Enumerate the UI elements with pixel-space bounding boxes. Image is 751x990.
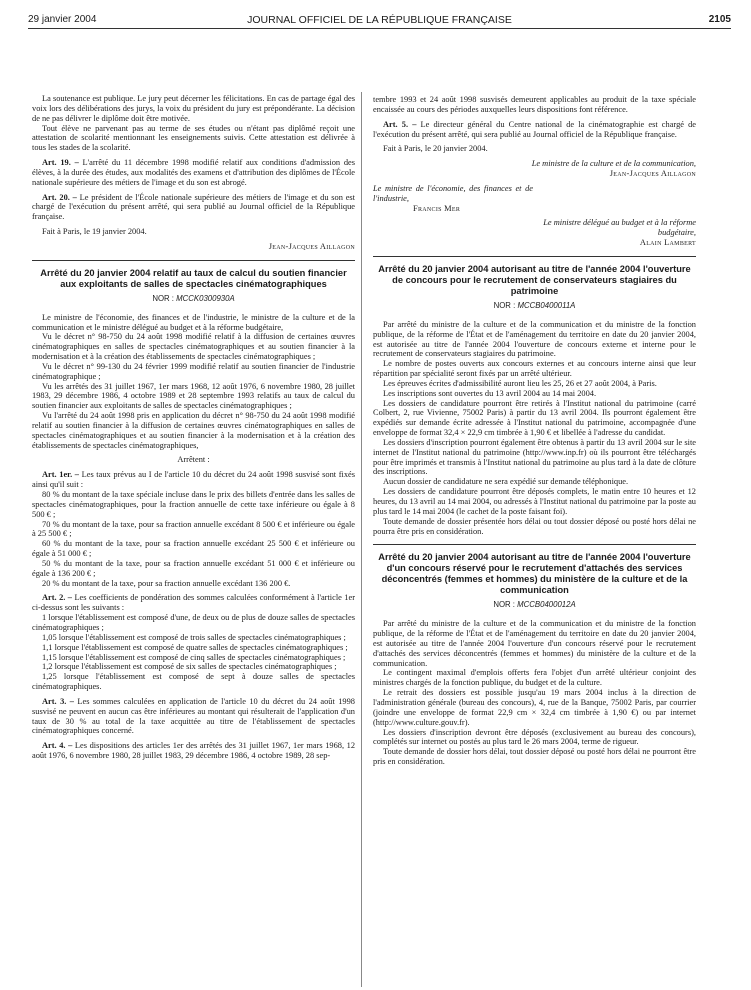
article-text: Les taux prévus au I de l'article 10 du décret du 24 août 1998 susvisé sont fixés ainsi qu'il suit :: [32, 470, 356, 490]
coefficient-item: 1,15 lorsque l'établissement est composé de cinq salles de spectacles cinématographiques ;: [42, 652, 346, 662]
paragraph: Les épreuves écrites d'admissibilité auront lieu les 25, 26 et 27 août 2004, à Paris.: [383, 378, 657, 388]
page-header: [28, 10, 731, 29]
signature-block: [373, 159, 696, 248]
paragraph: Toute demande de dossier hors délai, tout dossier déposé ou posté hors délai ne pourront être pris en considération.: [373, 747, 696, 767]
left-column: [32, 94, 355, 761]
paragraph: Vu le décret n° 99-130 du 24 février 1999 modifié relatif au soutien financier de l'industrie cinématographique ;: [32, 361, 355, 381]
paragraph: Le retrait des dossiers est possible jusqu'au 19 mars 2004 inclus à la direction de l'administration générale (bureau des concours), 4, rue de la Banque, 75002 Paris, par courrier (joindre une enveloppe de format 22,9 cm × 32,4 cm timbrée à 1,90 €) ou par internet (http://www.culture.gouv.fr).: [373, 688, 696, 727]
nor-code: MCCK0300930A: [176, 293, 235, 303]
fait-a-paris: Fait à Paris, le 20 janvier 2004.: [383, 144, 488, 154]
right-column: [373, 95, 696, 767]
nor-label: NOR :: [152, 293, 174, 303]
coefficient-item: 1 lorsque l'établissement est composé d'une, de deux ou de plus de douze salles de spectacles cinématographiques ;: [32, 613, 355, 632]
paragraph: Vu l'arrêté du 24 août 1998 pris en application du décret n° 98-750 du 24 août 1998 modifié relatif au soutien financier à la diffusion de certaines œuvres cinématographiques en salles de spectacles cinématographiques et au soutien financier à la modernisation et à la création des établissements de spectacles cinématographiques,: [32, 411, 355, 450]
article-label: Art. 3. –: [42, 696, 74, 706]
arrete-title: Arrêté du 20 janvier 2004 autorisant au titre de l'année 2004 l'ouverture de concours pour le recrutement de conservateurs stagiaires du patrimoine: [378, 263, 691, 296]
coefficient-item: 1,2 lorsque l'établissement est composé de six salles de spectacles cinématographiques ;: [42, 662, 337, 672]
signatory-name: Jean-Jacques Aillagon: [609, 169, 696, 179]
article-1: [32, 470, 355, 490]
paragraph: La soutenance est publique. Le jury peut décerner les félicitations. En cas de partage égal des voix lors des délibérations des jurys, la voix du président du jury est prépondérante. La décision de ne pas délivrer le diplôme doit être motivée.: [32, 94, 355, 123]
article-label: Art. 20. –: [42, 192, 77, 202]
section-rule: [373, 256, 696, 257]
nor-reference: [373, 301, 696, 311]
signatory-role: Le ministre de la culture et de la communication,: [531, 159, 696, 169]
signature: Jean-Jacques Aillagon: [268, 241, 355, 251]
paragraph: Par arrêté du ministre de la culture et de la communication et du ministre de la fonction publique, de la réforme de l'État et de l'aménagement du territoire en date du 20 janvier 2004, est autorisée au titre de l'année 2004 l'ouverture d'un concours réservé pour le recrutement d'attachés des services déconcentrés (femmes et hommes) du ministère de la culture et de la communication.: [373, 619, 696, 668]
article-text: Les sommes calculées en application de l'article 10 du décret du 24 août 1998 susvisé ne peuvent en aucun cas être inférieures au montant qui résulterait de l'application d'un taux de 30 % au total de la taxe acquittée au titre de l'établissement de spectacles cinématographiques concerné.: [32, 696, 355, 736]
signatory-role: Le ministre de l'économie, des finances et de l'industrie,: [373, 183, 533, 203]
article-text: Les dispositions des articles 1er des arrêtés des 31 juillet 1967, 1er mars 1968, 12 août 1976, 6 novembre 1980, 28 juillet 1983, 29 décembre 1986, 4 octobre 1989, 28 sep-: [32, 741, 356, 761]
rate-item: 20 % du montant de la taxe, pour sa fraction annuelle excédant 136 200 €.: [42, 578, 291, 588]
paragraph: Vu le décret n° 98-750 du 24 août 1998 modifié relatif à la diffusion de certaines œuvres cinématographiques en salles de spectacles cinématographiques et au soutien financier à la modernisation et à la création des établissements de spectacles cinématographiques ;: [32, 332, 355, 362]
nor-reference: [32, 294, 355, 304]
rate-item: 80 % du montant de la taxe spéciale incluse dans le prix des billets d'entrée dans les salles de spectacles cinématographiques, pour la fraction annuelle de cette taxe inférieure ou égale à 8 500 € ;: [32, 490, 355, 519]
article-4: [32, 741, 355, 761]
article-text: Les coefficients de pondération des sommes calculées conformément à l'article 1er ci-dessus sont les suivants :: [32, 593, 356, 613]
paragraph: Le ministre de l'économie, des finances et de l'industrie, le ministre de la culture et de la communication et le ministre délégué au budget et à la réforme budgétaire,: [32, 312, 355, 332]
nor-label: NOR :: [493, 300, 516, 310]
coefficient-item: 1,05 lorsque l'établissement est composé de trois salles de spectacles cinématographiques ;: [42, 632, 346, 642]
paragraph: Les dossiers d'inscription devront être déposés (exclusivement au bureau des concours), complétés sur internet ou postés au plus tard le 26 mars 2004, terme de rigueur.: [373, 727, 696, 747]
page-number: 2105: [708, 14, 731, 25]
coefficient-item: 1,1 lorsque l'établissement est composé de quatre salles de spectacles cinématographiques ;: [42, 642, 348, 652]
article-2: [32, 593, 355, 613]
article-text: Le directeur général du Centre national de la cinématographie est chargé de l'exécution du présent arrêté, qui sera publié au Journal officiel de la République française.: [373, 119, 697, 139]
paragraph: Les dossiers de candidature pourront être déposés complets, le matin entre 10 heures et 12 heures, du 13 avril au 14 mai 2004, ou adressés à l'Institut national du patrimoine par la poste au plus tard le 14 mai 2004 (le cachet de la poste faisant foi).: [373, 487, 696, 516]
column-divider: [361, 92, 362, 987]
rate-item: 60 % du montant de la taxe, pour sa fraction annuelle excédant 25 500 € et inférieure ou égale à 51 000 € ;: [32, 539, 355, 559]
paragraph: Aucun dossier de candidature ne sera expédié sur demande téléphonique.: [383, 477, 629, 487]
nor-label: NOR :: [493, 600, 515, 610]
signatory-name: Alain Lambert: [639, 238, 696, 248]
nor-code: MCCB0400012A: [517, 600, 576, 610]
paragraph: Le nombre de postes ouverts aux concours externes et au concours interne ainsi que leur répartition par spécialité seront fixés par un arrêté ultérieur.: [373, 359, 696, 379]
signatory-name: Francis Mer: [413, 203, 461, 213]
paragraph: Les dossiers de candidature pourront être retirés à l'Institut national du patrimoine (carré Colbert, 2, rue Vivienne, 75002 Paris) à partir du 13 avril 2004. Ils pourront également être expédiés sur demande écrite adressée à l'Institut national du patrimoine, accompagnée d'une enveloppe de format 32,4 × 22,9 cm timbrée à 1,90 € et libellée à l'adresse du candidat.: [373, 398, 696, 438]
article-label: Art. 1er. –: [42, 470, 79, 480]
article-label: Art. 2. –: [42, 593, 72, 603]
nor-code: MCCB0400011A: [517, 300, 576, 310]
rate-item: 50 % du montant de la taxe, pour sa fraction annuelle excédant 51 000 € et inférieure ou égale à 136 200 € ;: [32, 558, 355, 578]
header-date: 29 janvier 2004: [28, 14, 97, 25]
paragraph: Par arrêté du ministre de la culture et de la communication et du ministre de la fonction publique, de la réforme de l'État et de l'aménagement du territoire en date du 20 janvier 2004, est autorisée au titre de l'année 2004 l'ouverture de concours externe et interne pour le recrutement de conservateurs stagiaires du patrimoine.: [373, 319, 696, 359]
article-label: Art. 19. –: [42, 158, 79, 168]
fait-a-paris: Fait à Paris, le 19 janvier 2004.: [42, 227, 147, 237]
paragraph: Vu les arrêtés des 31 juillet 1967, 1er mars 1968, 12 août 1976, 6 novembre 1980, 28 juillet 1983, 29 décembre 1986, 4 octobre 1989 et 28 septembre 1993 relatifs au taux de calcul du soutien financier aux exploitants de salles de spectacles cinématographiques ;: [32, 381, 355, 411]
paragraph: Les inscriptions sont ouvertes du 13 avril 2004 au 14 mai 2004.: [383, 388, 597, 398]
arrete-title: Arrêté du 20 janvier 2004 autorisant au titre de l'année 2004 l'ouverture d'un concours réservé pour le recrutement d'attachés des services déconcentrés (femmes et hommes) du ministère de la culture et de la communication: [378, 552, 691, 596]
rate-item: 70 % du montant de la taxe, pour sa fraction annuelle excédant 8 500 € et inférieure ou égale à 25 500 € ;: [32, 519, 355, 539]
paragraph: Les dossiers d'inscription pourront également être obtenus à partir du 13 avril 2004 sur le site internet de l'Institut national du patrimoine (http://www.inp.fr) où ils pourront être téléchargés pour être imprimés et transmis à l'Institut national du patrimoine au plus tard à la date de clôture des inscriptions.: [373, 437, 696, 477]
article-label: Art. 5. –: [383, 119, 417, 129]
article-20: [32, 193, 355, 223]
paragraph: tembre 1993 et 24 août 1998 susvisés demeurent applicables au produit de la taxe spéciale encaissée au cours des périodes auxquelles leurs dispositions font référence.: [373, 95, 696, 114]
paragraph: Toute demande de dossier présentée hors délai ou tout dossier déposé ou posté hors délai ne pourra être pris en considération.: [373, 516, 696, 536]
article-5: [373, 120, 696, 140]
paragraph: Tout élève ne parvenant pas au terme de ses études ou n'étant pas diplômé reçoit une attestation de scolarité mentionnant les enseignements suivis. Cette attestation est délivrée à tous les stades de la scolarité.: [32, 123, 355, 153]
article-label: Art. 4. –: [42, 741, 73, 751]
coefficient-item: 1,25 lorsque l'établissement est composé de sept à douze salles de spectacles cinématographiques.: [32, 672, 355, 692]
section-rule: [32, 260, 355, 261]
section-rule: [373, 544, 696, 545]
article-text: L'arrêté du 11 décembre 1998 modifié relatif aux conditions d'admission des élèves, à la durée des études, aux modalités des examens et d'attribution des diplômes de l'École nationale supérieure des métiers de l'image et du son est abrogé.: [32, 158, 356, 187]
article-19: [32, 158, 355, 188]
article-3: [32, 697, 355, 736]
paragraph: Le contingent maximal d'emplois offerts fera l'objet d'un arrêté ultérieur conjoint des ministres chargés de la fonction publique, du budget et de la culture.: [373, 668, 696, 688]
signatory-role: Le ministre délégué au budget et à la réforme budgétaire,: [543, 218, 696, 238]
journal-title: JOURNAL OFFICIEL DE LA RÉPUBLIQUE FRANÇAISE: [247, 14, 512, 26]
arrete-title: Arrêté du 20 janvier 2004 relatif au taux de calcul du soutien financier aux exploitants de salles de spectacles cinématographiques: [40, 267, 347, 289]
nor-reference: [373, 600, 696, 610]
arretent: Arrêtent :: [177, 455, 210, 465]
article-text: Le président de l'École nationale supérieure des métiers de l'image et du son est chargé de l'exécution du présent arrêté, qui sera publié au Journal officiel de la République française.: [32, 192, 355, 222]
